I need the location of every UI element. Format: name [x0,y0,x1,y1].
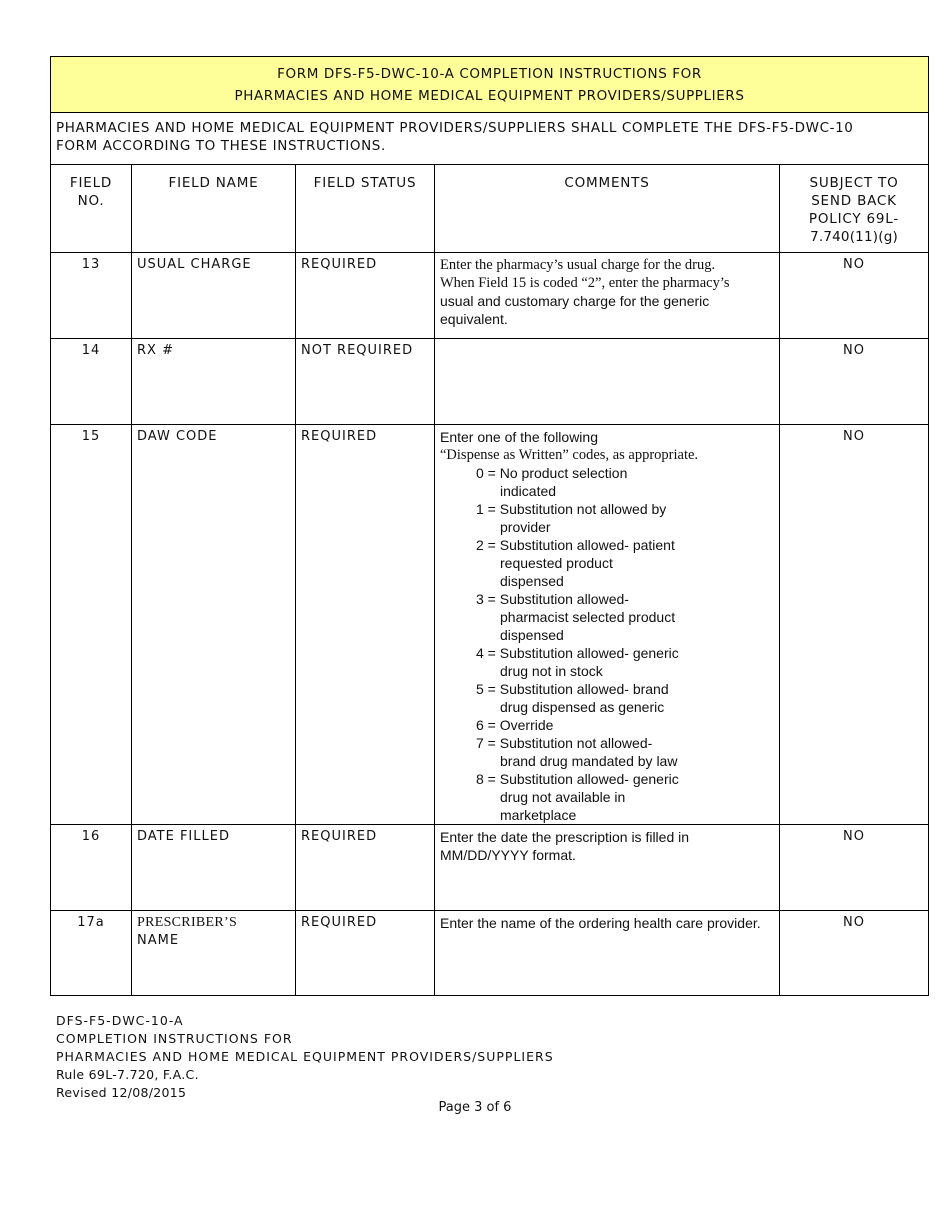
field-comments [435,911,780,996]
header-subject-to-send-back [780,165,929,253]
field-no: 17a [51,911,132,996]
field-comments [435,825,780,911]
daw-code-text: drug not available in [500,789,626,805]
field-name-line-1: PRESCRIBER’S [137,915,238,930]
form-title-line-2: PHARMACIES AND HOME MEDICAL EQUIPMENT PROVIDERS/SUPPLIERS [234,88,745,104]
daw-code-text: drug not in stock [500,663,603,679]
form-title-line-1: FORM DFS-F5-DWC-10-A COMPLETION INSTRUCTIONS FOR [277,66,702,82]
field-subject: NO [780,339,929,425]
daw-code-text: 8 = Substitution allowed- generic [476,771,679,787]
field-subject: NO [780,911,929,996]
daw-code-text: 2 = Substitution allowed- patient [476,537,675,553]
daw-code-text: 3 = Substitution allowed- [476,591,629,607]
daw-code-text: 0 = No product selection [476,465,628,481]
comment-line: “Dispense as Written” codes, as appropriate. [440,447,699,463]
instructions-table [50,56,929,996]
table-row [51,825,929,911]
daw-code-item [440,680,779,716]
daw-code-list [440,464,779,824]
field-status: REQUIRED [296,425,435,825]
daw-code-text: marketplace [500,807,577,823]
field-no: 13 [51,253,132,339]
header-subject-line-3: POLICY 69L- [808,211,900,227]
table-row [51,425,929,825]
field-status: REQUIRED [296,253,435,339]
table-row [51,339,929,425]
daw-code-text: 7 = Substitution not allowed- [476,735,653,751]
field-comments [435,425,780,825]
daw-code-text: 5 = Substitution allowed- brand [476,681,669,697]
header-subject-line-1: SUBJECT TO [809,175,899,191]
footer-rule: Rule 69L-7.720, F.A.C. [56,1067,199,1082]
field-subject: NO [780,425,929,825]
daw-code-text: requested product [500,555,613,571]
header-field-no-line-1: FIELD [69,175,113,191]
field-comments [435,253,780,339]
footer-line-2: COMPLETION INSTRUCTIONS FOR [56,1031,293,1046]
field-status: REQUIRED [296,825,435,911]
daw-code-item [440,770,779,824]
intro-line-1: PHARMACIES AND HOME MEDICAL EQUIPMENT PROVIDERS/SUPPLIERS SHALL COMPLETE THE DFS-F5-DWC-10 [56,120,854,136]
daw-code-text: brand drug mandated by law [500,753,678,769]
field-subject: NO [780,253,929,339]
daw-code-item [440,644,779,680]
page-number: Page 3 of 6 [438,1100,512,1115]
field-subject: NO [780,825,929,911]
daw-code-text: dispensed [500,573,564,589]
comment-line: usual and customary charge for the generic [440,293,710,309]
footer-line-3: PHARMACIES AND HOME MEDICAL EQUIPMENT PROVIDERS/SUPPLIERS [56,1049,554,1064]
field-name [132,911,296,996]
daw-code-item [440,716,779,734]
header-field-name: FIELD NAME [132,165,296,253]
daw-code-item [440,734,779,770]
footer-revised: Revised 12/08/2015 [56,1085,187,1100]
header-subject-line-4: 7.740(11)(g) [810,229,898,245]
table-row [51,911,929,996]
intro-text [51,113,929,165]
table-row [51,253,929,339]
header-subject-line-2: SEND BACK [811,193,897,209]
comment-line: Enter the name of the ordering health care provider. [440,915,761,931]
field-status: NOT REQUIRED [296,339,435,425]
form-title [51,57,929,113]
daw-code-item [440,590,779,644]
daw-code-text: 1 = Substitution not allowed by [476,501,667,517]
daw-code-item [440,500,779,536]
daw-code-text: indicated [500,483,557,499]
field-status: REQUIRED [296,911,435,996]
field-name-line-2: NAME [137,933,180,948]
field-name: USUAL CHARGE [132,253,296,339]
field-no: 16 [51,825,132,911]
daw-code-text: pharmacist selected product [500,609,676,625]
header-field-no [51,165,132,253]
field-no: 14 [51,339,132,425]
daw-code-text: provider [500,519,551,535]
daw-code-text: 4 = Substitution allowed- generic [476,645,679,661]
footer-form-id: DFS-F5-DWC-10-A [56,1013,184,1028]
field-name: DATE FILLED [132,825,296,911]
daw-code-text: 6 = Override [476,717,554,733]
daw-code-text: dispensed [500,627,564,643]
daw-code-item [440,464,779,500]
comment-line: When Field 15 is coded “2”, enter the pharmacy’s [440,275,730,291]
daw-code-item [440,536,779,590]
comment-line: Enter the date the prescription is filled in [440,829,690,845]
header-field-status: FIELD STATUS [296,165,435,253]
field-name: DAW CODE [132,425,296,825]
intro-line-2: FORM ACCORDING TO THESE INSTRUCTIONS. [56,138,386,154]
header-field-no-line-2: NO. [77,193,105,209]
table-header-row [51,165,929,253]
field-name: RX # [132,339,296,425]
field-no: 15 [51,425,132,825]
comment-line: Enter one of the following [440,429,598,445]
comment-line: MM/DD/YYYY format. [440,847,576,863]
comment-line: equivalent. [440,311,508,327]
document-footer [56,1012,554,1102]
header-comments: COMMENTS [435,165,780,253]
comment-line: Enter the pharmacy’s usual charge for the drug. [440,257,716,273]
field-comments [435,339,780,425]
daw-code-text: drug dispensed as generic [500,699,665,715]
